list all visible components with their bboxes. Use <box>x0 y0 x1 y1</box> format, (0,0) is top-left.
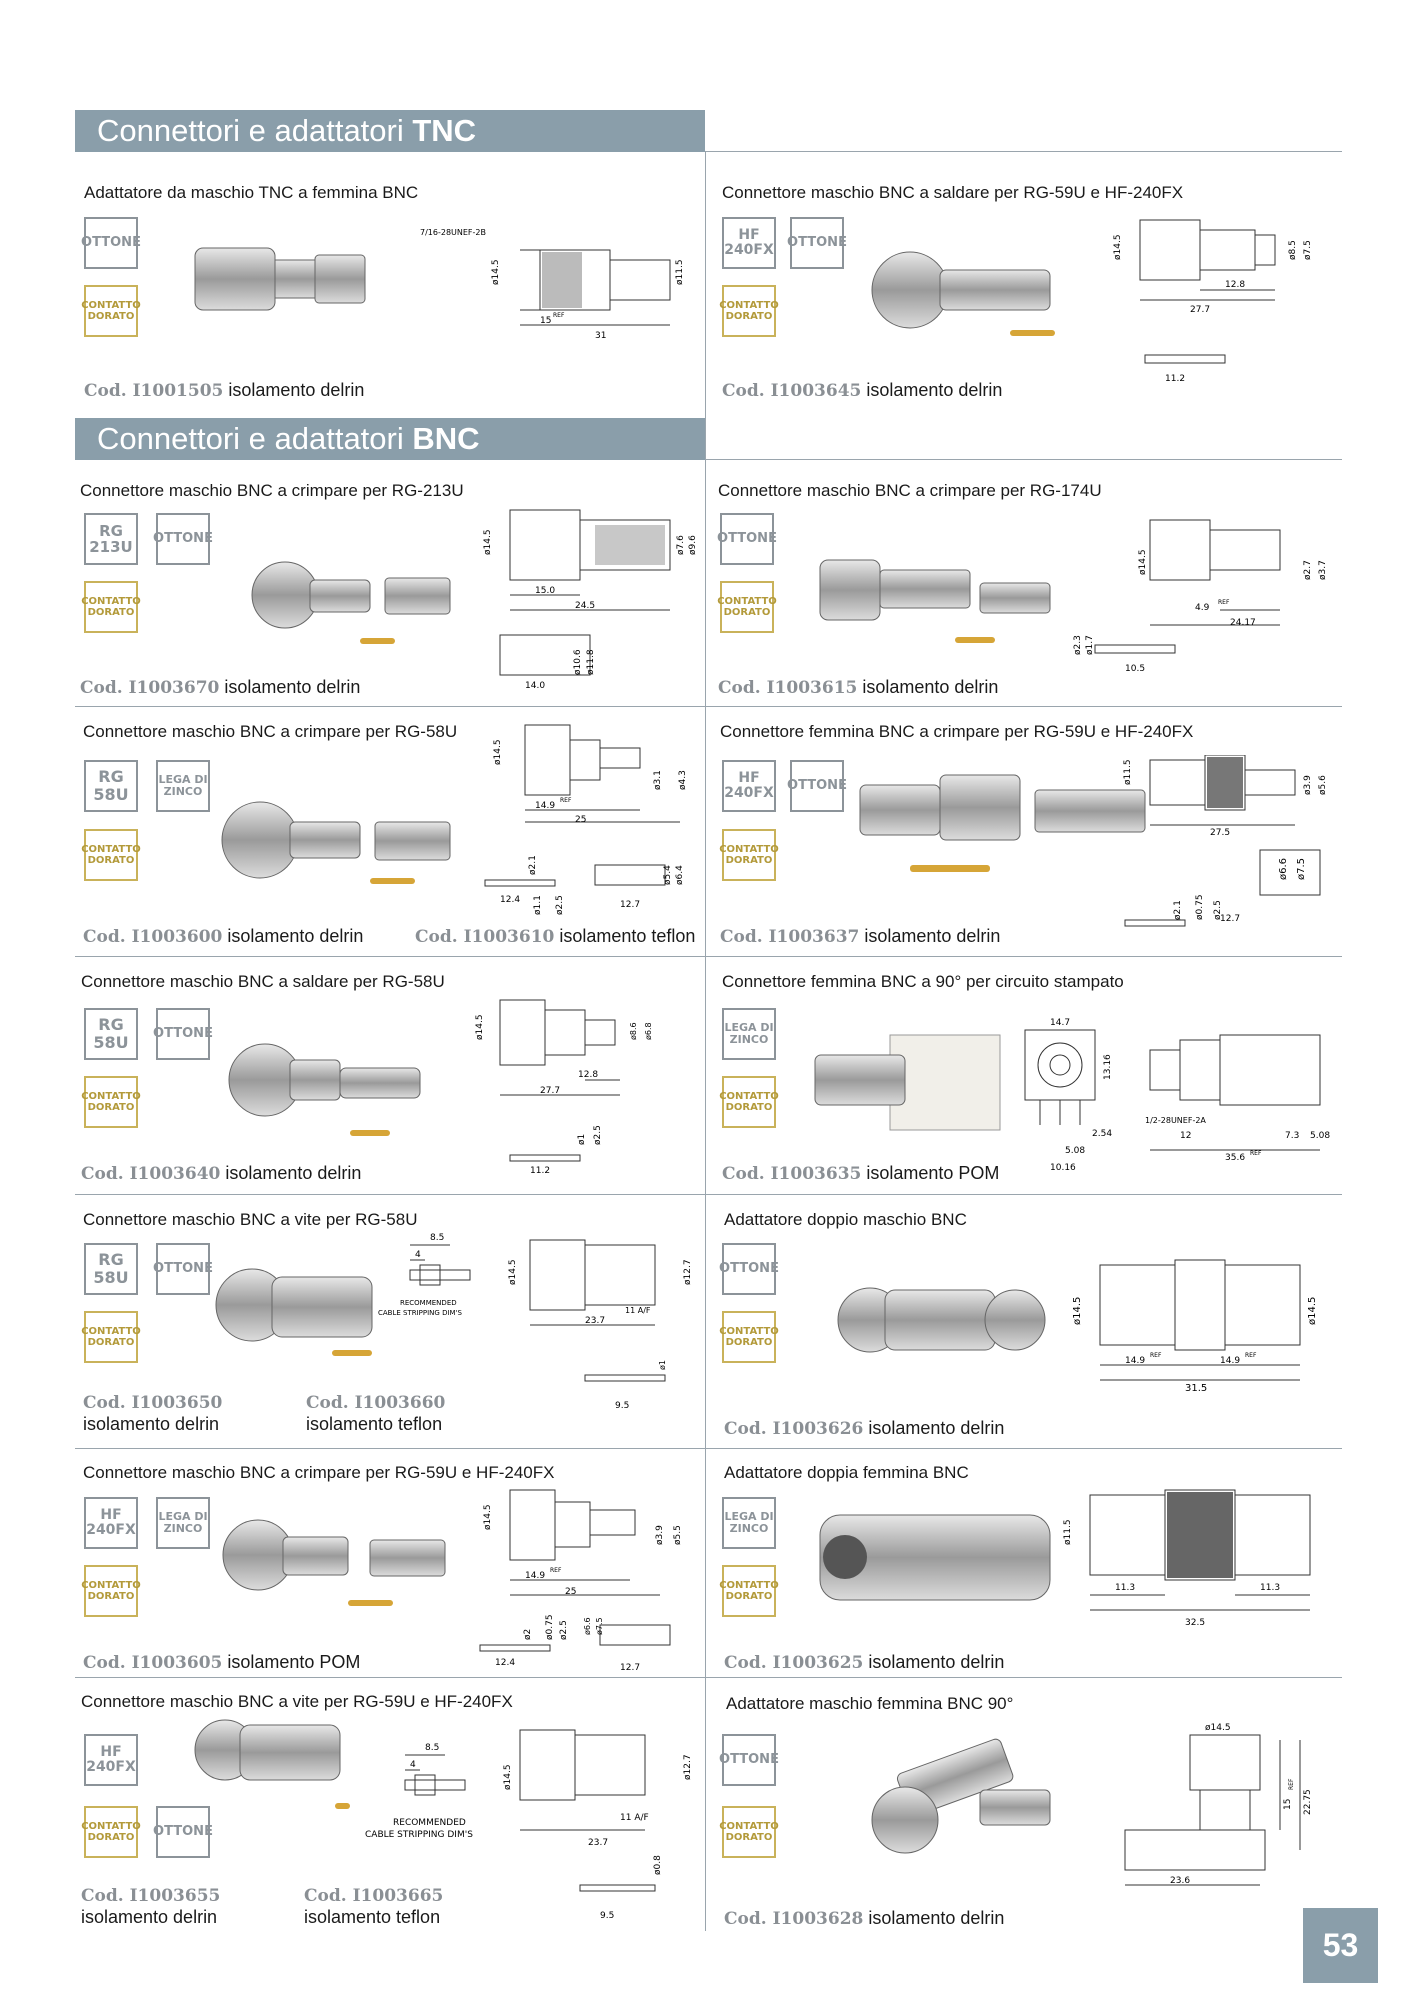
dim-label: 13.16 <box>1103 1054 1113 1080</box>
product-image <box>860 1730 1060 1870</box>
product-code-line <box>724 1418 1004 1439</box>
dim-label: 27.7 <box>540 1086 561 1096</box>
product-code-line <box>83 1652 360 1673</box>
dim-label: ø2.1 <box>528 855 538 875</box>
product-title: Connettore maschio BNC a saldare per RG-58U <box>81 972 445 991</box>
product-code: Cod. I1003655 <box>81 1886 221 1906</box>
dim-label: 27.7 <box>1190 305 1211 315</box>
product-code-stack <box>81 1886 220 1928</box>
dim-label: ø14.5 <box>1138 549 1148 575</box>
dim-label: ø6.8 <box>644 1022 653 1040</box>
dim-label: 10.16 <box>1050 1163 1076 1173</box>
product-image <box>215 800 465 900</box>
product-title: Connettore maschio BNC a vite per RG-58U <box>83 1210 418 1229</box>
product-desc: isolamento delrin <box>81 1907 218 1927</box>
product-title: Adattatore doppio maschio BNC <box>724 1210 967 1229</box>
product-desc: isolamento delrin <box>861 380 1003 400</box>
dim-label: 23.7 <box>588 1838 609 1848</box>
product-code: Cod. I1003665 <box>304 1886 444 1906</box>
dim-label: 8.5 <box>425 1743 440 1753</box>
product-image <box>190 240 380 320</box>
product-image <box>810 1030 1010 1140</box>
product-title: Connettore femmina BNC a 90° per circuito stampato <box>722 972 1124 991</box>
product-code: Cod. I1003600 <box>83 927 223 947</box>
dim-label: ø11.5 <box>1063 1519 1073 1545</box>
dim-label: 22.75 <box>1303 1789 1313 1815</box>
dim-label: ø14.5 <box>483 529 493 555</box>
dim-label: ø14.5 <box>475 1014 485 1040</box>
product-code: Cod. I1003610 <box>415 927 555 947</box>
technical-drawing <box>1060 1255 1340 1395</box>
product-code: Cod. I1003650 <box>83 1393 223 1413</box>
product-title: Adattatore da maschio TNC a femmina BNC <box>84 183 419 202</box>
material-badge-lega: LEGA DI ZINCO <box>156 1497 210 1549</box>
section-title-bold: TNC <box>412 113 477 148</box>
dim-label: 11.3 <box>1260 1583 1281 1593</box>
section-title-bold: BNC <box>412 421 480 456</box>
dim-label: 14.9 <box>535 801 556 811</box>
dim-label: ø2.5 <box>593 1125 603 1145</box>
product-image <box>815 1510 1065 1610</box>
dim-label: 24.5 <box>575 601 596 611</box>
dim-label: 11.3 <box>1115 1583 1136 1593</box>
dim-label: 7/16-28UNEF-2B <box>420 228 486 237</box>
dim-label: ø2.5 <box>1213 900 1223 920</box>
cable-badge: RG 58U <box>84 1243 138 1295</box>
product-desc: isolamento teflon <box>306 1414 443 1434</box>
product-code: Cod. I1003640 <box>81 1164 221 1184</box>
dim-label: REF <box>1288 1778 1295 1790</box>
dim-label: 4.9 <box>1195 603 1210 613</box>
dim-label: ø2.5 <box>559 1620 569 1640</box>
dim-label: 11 A/F <box>620 1813 649 1823</box>
contact-badge <box>81 581 141 633</box>
dim-label: 12.4 <box>495 1658 516 1668</box>
material-badge-ottone: OTTONE <box>156 1243 210 1295</box>
dim-label: ø12.7 <box>683 1259 693 1285</box>
cable-badge: RG 213U <box>84 513 138 565</box>
cable-badge: RG 58U <box>84 760 138 812</box>
divider <box>75 1194 1342 1195</box>
product-desc: isolamento teflon <box>304 1907 441 1927</box>
product-code: Cod. I1003635 <box>722 1164 862 1184</box>
product-code-stack <box>306 1393 445 1435</box>
dim-label: 12.4 <box>500 895 521 905</box>
product-code: Cod. I1003670 <box>80 678 220 698</box>
dim-label: ø2.3 <box>1073 635 1083 655</box>
product-desc: isolamento delrin <box>859 926 1001 946</box>
technical-drawing <box>1020 1015 1335 1175</box>
divider <box>75 1448 1342 1449</box>
dim-label: 14.9 <box>525 1571 546 1581</box>
product-code-line <box>415 926 695 947</box>
dim-label: ø9.6 <box>688 535 698 555</box>
dim-label: 32.5 <box>1185 1618 1206 1628</box>
product-title: Connettore maschio BNC a crimpare per RG-174U <box>718 481 1102 500</box>
product-code-line <box>84 380 364 401</box>
product-image <box>225 1040 440 1150</box>
dim-label: 2.54 <box>1092 1129 1113 1139</box>
dim-label: 5.08 <box>1065 1146 1086 1156</box>
product-code-line <box>80 677 360 698</box>
dim-label: ø14.5 <box>491 259 501 285</box>
dim-label: 15.0 <box>535 586 556 596</box>
dim-label: ø4.3 <box>678 770 688 790</box>
dim-label: ø14.5 <box>1072 1296 1083 1325</box>
technical-drawing <box>1060 1485 1340 1645</box>
dim-label: ø0.8 <box>653 1855 663 1875</box>
dim-label: 15 <box>1283 1798 1293 1810</box>
dim-label: ø5.5 <box>673 1525 683 1545</box>
dim-label: ø12.7 <box>683 1754 693 1780</box>
badge-line: DORATO <box>725 1337 773 1348</box>
product-desc: isolamento delrin <box>220 1163 362 1183</box>
dim-label: 12.8 <box>578 1070 599 1080</box>
dim-label: 9.5 <box>615 1401 630 1411</box>
dim-label: CABLE STRIPPING DIM'S <box>365 1830 473 1840</box>
dim-label: 4 <box>415 1250 421 1260</box>
dim-label: ø3.1 <box>653 770 663 790</box>
badge-line: CONTATTO <box>81 596 141 607</box>
technical-drawing <box>360 1225 700 1420</box>
badge-line: CONTATTO <box>719 300 779 311</box>
dim-label: ø2.1 <box>1173 900 1183 920</box>
material-badge-ottone: OTTONE <box>722 1243 776 1295</box>
divider <box>705 459 1342 460</box>
product-code-line <box>720 926 1000 947</box>
product-code: Cod. I1003615 <box>718 678 858 698</box>
dim-label: ø0.75 <box>545 1614 555 1640</box>
product-image <box>855 770 1155 890</box>
dim-label: REF <box>553 312 565 319</box>
product-title: Adattatore doppia femmina BNC <box>724 1463 969 1482</box>
dim-label: ø2 <box>523 1628 533 1640</box>
dim-label: ø2.7 <box>1303 560 1313 580</box>
divider <box>705 151 1342 152</box>
dim-label: ø6.6 <box>583 1617 592 1635</box>
badge-line: CONTATTO <box>719 1580 779 1591</box>
product-code-line <box>722 1163 999 1184</box>
section-header-bnc <box>75 418 705 460</box>
dim-label: ø3.9 <box>655 1525 665 1545</box>
product-title: Connettore maschio BNC a saldare per RG-59U e HF-240FX <box>722 183 1184 202</box>
divider <box>75 1677 1342 1678</box>
badge-line: CONTATTO <box>719 1821 779 1832</box>
badge-line: DORATO <box>87 855 135 866</box>
contact-badge <box>81 829 141 881</box>
badge-line: CONTATTO <box>717 596 777 607</box>
material-badge-ottone: OTTONE <box>720 513 774 565</box>
material-badge-ottone: OTTONE <box>156 1806 210 1858</box>
dim-label: ø6.4 <box>675 865 685 885</box>
badge-line: DORATO <box>87 607 135 618</box>
dim-label: REF <box>1245 1352 1257 1359</box>
dim-label: ø2.5 <box>555 895 565 915</box>
product-code: Cod. I1003605 <box>83 1653 223 1673</box>
dim-label: 14.7 <box>1050 1018 1071 1028</box>
contact-badge <box>81 1565 141 1617</box>
dim-label: REF <box>550 1567 562 1574</box>
material-badge-ottone: OTTONE <box>156 1008 210 1060</box>
contact-badge <box>719 285 779 337</box>
dim-label: 8.5 <box>430 1233 445 1243</box>
product-desc: isolamento delrin <box>863 1418 1005 1438</box>
product-code: Cod. I1003626 <box>724 1419 864 1439</box>
section-header-tnc <box>75 110 705 152</box>
product-title: Connettore maschio BNC a crimpare per RG-59U e HF-240FX <box>83 1463 555 1482</box>
dim-label: ø7.5 <box>1303 240 1313 260</box>
dim-label: 14.9 <box>1220 1356 1241 1366</box>
contact-badge <box>81 1076 141 1128</box>
dim-label: ø14.5 <box>1307 1296 1318 1325</box>
badge-line: CONTATTO <box>719 844 779 855</box>
badge-line: DORATO <box>87 1102 135 1113</box>
product-code-line <box>722 380 1002 401</box>
dim-label: ø0.75 <box>1195 894 1205 920</box>
dim-label: 5.08 <box>1310 1131 1331 1141</box>
dim-label: 12.7 <box>1220 914 1241 924</box>
product-desc: isolamento delrin <box>223 380 365 400</box>
product-title: Adattatore maschio femmina BNC 90° <box>726 1694 1014 1713</box>
cable-badge: HF 240FX <box>722 760 776 812</box>
contact-badge <box>719 1806 779 1858</box>
material-badge-ottone: OTTONE <box>722 1734 776 1786</box>
product-title: Connettore maschio BNC a vite per RG-59U e HF-240FX <box>81 1692 513 1711</box>
product-desc: isolamento delrin <box>219 677 361 697</box>
technical-drawing <box>460 995 690 1180</box>
dim-label: ø5.6 <box>1318 775 1328 795</box>
product-code-line <box>83 926 363 947</box>
dim-label: 25 <box>565 1587 577 1597</box>
badge-line: DORATO <box>725 1591 773 1602</box>
dim-label: 9.5 <box>600 1911 615 1921</box>
product-desc: isolamento delrin <box>863 1908 1005 1928</box>
badge-line: CONTATTO <box>81 844 141 855</box>
dim-label: 11.2 <box>530 1166 551 1176</box>
product-image <box>245 560 460 655</box>
material-badge-ottone: OTTONE <box>790 760 844 812</box>
dim-label: 23.6 <box>1170 1876 1191 1886</box>
badge-line: CONTATTO <box>81 1821 141 1832</box>
dim-label: 14.9 <box>1125 1356 1146 1366</box>
dim-label: ø8.5 <box>1288 240 1298 260</box>
product-desc: isolamento teflon <box>554 926 696 946</box>
dim-label: ø7.6 <box>676 535 686 555</box>
dim-label: 31 <box>595 331 607 340</box>
product-image <box>218 1515 458 1625</box>
section-title: Connettori e adattatori <box>97 421 413 456</box>
badge-line: CONTATTO <box>81 1326 141 1337</box>
badge-line: CONTATTO <box>81 1580 141 1591</box>
dim-label: ø6.6 <box>1278 857 1289 880</box>
product-code-line <box>724 1652 1004 1673</box>
product-desc: isolamento delrin <box>863 1652 1005 1672</box>
product-title: Connettore maschio BNC a crimpare per RG-58U <box>83 722 458 741</box>
dim-label: REF <box>1150 1352 1162 1359</box>
dim-label: 14.0 <box>525 681 546 690</box>
product-desc: isolamento delrin <box>222 926 364 946</box>
product-code: Cod. I1003628 <box>724 1909 864 1929</box>
dim-label: REF <box>560 797 572 804</box>
dim-label: RECOMMENDED <box>393 1818 466 1828</box>
dim-label: ø14.5 <box>503 1764 513 1790</box>
cable-badge: HF 240FX <box>722 217 776 269</box>
product-code-stack <box>83 1393 222 1435</box>
product-image <box>870 245 1070 355</box>
badge-line: CONTATTO <box>81 1091 141 1102</box>
cable-badge: HF 240FX <box>84 1734 138 1786</box>
contact-badge <box>717 581 777 633</box>
dim-label: 10.5 <box>1125 664 1146 674</box>
product-code: Cod. I1003660 <box>306 1393 446 1413</box>
page-number: 53 <box>1303 1908 1378 1983</box>
dim-label: ø1 <box>577 1133 587 1145</box>
material-badge-ottone: OTTONE <box>156 513 210 565</box>
dim-label: REF <box>1218 599 1230 606</box>
product-image <box>835 1275 1050 1375</box>
divider <box>75 706 1342 707</box>
contact-badge <box>81 1806 141 1858</box>
badge-line: CONTATTO <box>719 1326 779 1337</box>
product-desc: isolamento delrin <box>857 677 999 697</box>
cable-badge: RG 58U <box>84 1008 138 1060</box>
dim-label: 11.2 <box>1165 374 1186 384</box>
dim-label: ø14.5 <box>508 1259 518 1285</box>
dim-label: 25 <box>575 815 587 825</box>
material-badge-lega: LEGA DI ZINCO <box>722 1497 776 1549</box>
badge-line: DORATO <box>725 1832 773 1843</box>
technical-drawing <box>1085 215 1325 390</box>
contact-badge <box>81 285 141 337</box>
product-code-line <box>718 677 998 698</box>
dim-label: ø14.5 <box>493 739 503 765</box>
dim-label: 15 <box>540 316 552 326</box>
dim-label: REF <box>1250 1150 1262 1157</box>
material-badge-ottone: OTTONE <box>790 217 844 269</box>
material-badge-ottone: OTTONE <box>84 217 138 269</box>
dim-label: 11 A/F <box>625 1306 651 1315</box>
badge-line: CONTATTO <box>719 1091 779 1102</box>
badge-line: DORATO <box>87 311 135 322</box>
dim-label: 1/2-28UNEF-2A <box>1145 1116 1206 1125</box>
dim-label: 12.7 <box>620 900 641 910</box>
dim-label: ø1.1 <box>533 895 543 915</box>
dim-label: ø11.5 <box>1123 759 1133 785</box>
badge-line: DORATO <box>723 607 771 618</box>
dim-label: ø14.5 <box>483 1504 493 1530</box>
contact-badge <box>81 1311 141 1363</box>
dim-label: ø3.7 <box>1318 560 1328 580</box>
dim-label: ø1 <box>658 1360 667 1370</box>
product-code-line <box>81 1163 361 1184</box>
product-code-line <box>724 1908 1004 1929</box>
product-title: Connettore femmina BNC a crimpare per RG-59U e HF-240FX <box>720 722 1194 741</box>
product-code: Cod. I1003645 <box>722 381 862 401</box>
dim-label: 24.17 <box>1230 618 1256 628</box>
dim-label: ø7.5 <box>595 1617 604 1635</box>
dim-label: RECOMMENDED <box>400 1299 457 1307</box>
badge-line: CONTATTO <box>81 300 141 311</box>
contact-badge <box>719 1076 779 1128</box>
contact-badge <box>719 1565 779 1617</box>
technical-drawing <box>465 490 700 690</box>
dim-label: ø11.8 <box>586 649 596 675</box>
product-image <box>815 555 1065 655</box>
product-desc: isolamento delrin <box>83 1414 220 1434</box>
dim-label: ø1.7 <box>1085 635 1095 655</box>
dim-label: 7.3 <box>1285 1131 1300 1141</box>
product-code-stack <box>304 1886 443 1928</box>
cable-badge: HF 240FX <box>84 1497 138 1549</box>
technical-drawing <box>1070 510 1330 690</box>
technical-drawing <box>470 1480 700 1680</box>
contact-badge <box>719 1311 779 1363</box>
dim-label: 12.8 <box>1225 280 1246 290</box>
product-title: Connettore maschio BNC a crimpare per RG-213U <box>80 481 464 500</box>
product-code: Cod. I1001505 <box>84 381 224 401</box>
technical-drawing <box>1110 1720 1340 1900</box>
dim-label: ø11.5 <box>675 259 685 285</box>
dim-label: ø7.5 <box>1296 857 1307 880</box>
divider <box>75 956 1342 957</box>
technical-drawing <box>1120 755 1340 935</box>
badge-line: DORATO <box>87 1591 135 1602</box>
dim-label: 27.5 <box>1210 828 1231 838</box>
material-badge-lega: LEGA DI ZINCO <box>156 760 210 812</box>
material-badge-lega: LEGA DI ZINCO <box>722 1008 776 1060</box>
dim-label: 31.5 <box>1185 1383 1208 1394</box>
dim-label: 23.7 <box>585 1316 606 1326</box>
badge-line: DORATO <box>725 1102 773 1113</box>
dim-label: ø10.6 <box>573 649 583 675</box>
badge-line: DORATO <box>725 855 773 866</box>
column-divider <box>705 151 706 1931</box>
product-desc: isolamento POM <box>222 1652 361 1672</box>
dim-label: CABLE STRIPPING DIM'S <box>378 1309 462 1317</box>
dim-label: 35.6 <box>1225 1153 1246 1163</box>
technical-drawing <box>420 225 690 340</box>
badge-line: DORATO <box>87 1337 135 1348</box>
dim-label: ø3.9 <box>1303 775 1313 795</box>
product-desc: isolamento POM <box>861 1163 1000 1183</box>
product-code: Cod. I1003625 <box>724 1653 864 1673</box>
dim-label: ø5.4 <box>663 865 673 885</box>
badge-line: DORATO <box>87 1832 135 1843</box>
dim-label: ø8.6 <box>629 1022 638 1040</box>
dim-label: 12 <box>1180 1131 1192 1141</box>
technical-drawing <box>480 720 700 920</box>
dim-label: ø14.5 <box>1113 234 1123 260</box>
dim-label: 4 <box>410 1760 416 1770</box>
contact-badge <box>719 829 779 881</box>
badge-line: DORATO <box>725 311 773 322</box>
section-title: Connettori e adattatori <box>97 113 413 148</box>
product-code: Cod. I1003637 <box>720 927 860 947</box>
dim-label: ø14.5 <box>1205 1723 1231 1733</box>
dim-label: 12.7 <box>620 1663 641 1673</box>
